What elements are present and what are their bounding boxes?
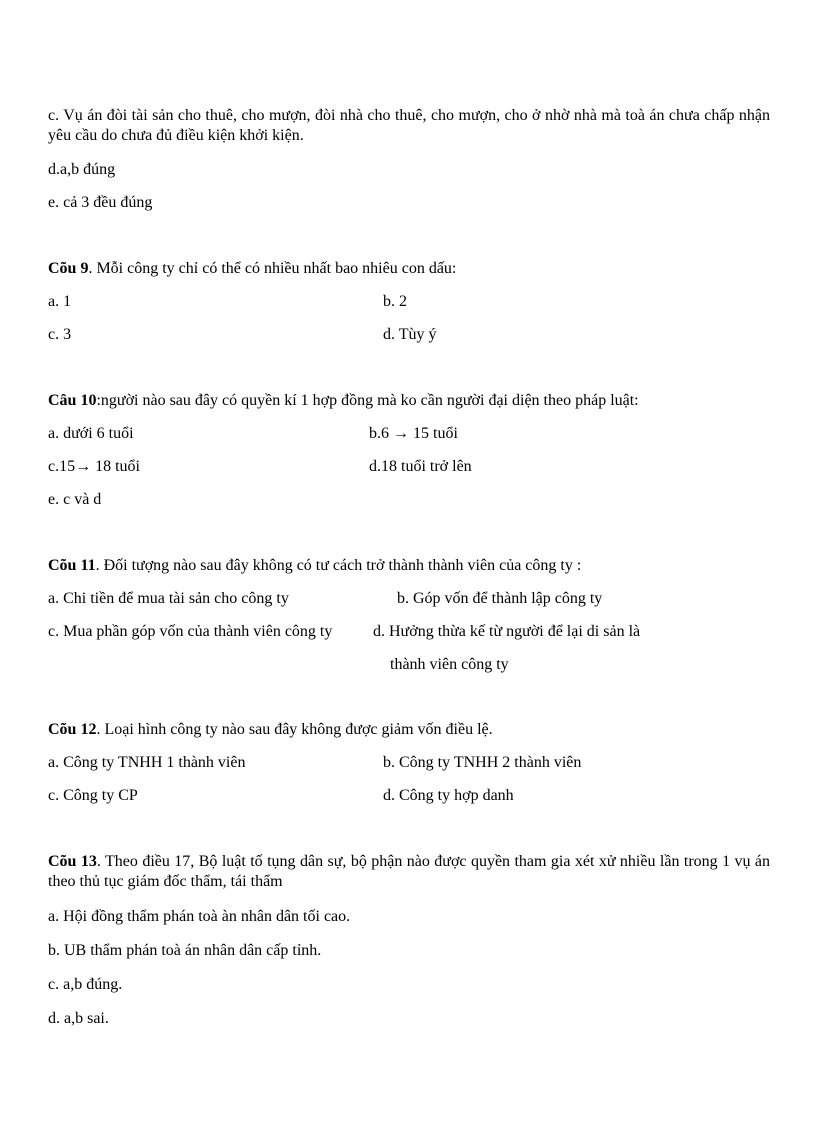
q12-text: . Loại hình công ty nào sau đây không được giảm vốn điều lệ. <box>96 721 493 738</box>
q10-label: Câu 10 <box>48 392 97 409</box>
q11-option-d-line1: d. Hưởng thừa kế từ người để lại di sản là <box>373 623 641 640</box>
q10-text: :người nào sau đây có quyền kí 1 hợp đồng mà ko cần người đại diện theo pháp luật: <box>96 392 639 409</box>
q12-question <box>48 720 493 740</box>
q9-option-b: b. 2 <box>383 293 407 310</box>
q10-option-d: d.18 tuổi trở lên <box>369 458 472 475</box>
q12-option-a: a. Công ty TNHH 1 thành viên <box>48 754 246 771</box>
q11-label: Cõu 11 <box>48 557 96 574</box>
q13-question <box>48 852 770 892</box>
q13-option-b: b. UB thẩm phán toà án nhân dân cấp tỉnh. <box>48 942 322 959</box>
q11-option-a: a. Chi tiền để mua tài sản cho công ty <box>48 590 289 607</box>
q8-option-c: c. Vụ án đòi tài sản cho thuê, cho mượn, đòi nhà cho thuê, cho mượn, cho ở nhờ nhà mà toà án chưa chấp nhận yêu cầu do chưa đủ điều kiện khởi kiện. <box>48 107 770 144</box>
q9-option-c: c. 3 <box>48 326 72 343</box>
q10-option-a: a. dưới 6 tuổi <box>48 425 134 442</box>
q12-option-b: b. Công ty TNHH 2 thành viên <box>383 754 582 771</box>
q11-question <box>48 556 581 576</box>
q9-question <box>48 259 456 279</box>
q9-label: Cõu 9 <box>48 260 89 277</box>
q11-option-c: c. Mua phần góp vốn của thành viên công ty <box>48 623 333 640</box>
q13-label: Cõu 13 <box>48 853 97 870</box>
q9-option-d: d. Tùy ý <box>383 326 437 343</box>
q13-text: . Theo điều 17, Bộ luật tố tụng dân sự, bộ phận nào được quyền tham gia xét xử nhiều lần trong 1 vụ án theo thủ tục giám đốc thẩm, tái thẩm <box>48 853 771 890</box>
q10-option-c: c.15→ 18 tuổi <box>48 458 140 475</box>
q9-text: . Mỗi công ty chỉ có thể có nhiều nhất bao nhiêu con dấu: <box>88 260 457 277</box>
q11-option-d-line2: thành viên công ty <box>390 656 509 673</box>
q10-option-b: b.6 → 15 tuổi <box>369 425 458 442</box>
q10-option-e: e. c và d <box>48 491 102 508</box>
q13-option-c: c. a,b đúng. <box>48 976 123 993</box>
q13-option-d: d. a,b sai. <box>48 1010 109 1027</box>
q11-option-b: b. Góp vốn để thành lập công ty <box>397 590 603 607</box>
q11-text: . Đối tượng nào sau đây không có tư cách trở thành thành viên của công ty : <box>95 557 582 574</box>
q12-label: Cõu 12 <box>48 721 97 738</box>
q8-option-e: e. cả 3 đều đúng <box>48 194 153 211</box>
q10-question <box>48 391 639 411</box>
q12-option-d: d. Công ty hợp danh <box>383 787 514 804</box>
q8-option-d: d.a,b đúng <box>48 161 116 178</box>
q9-option-a: a. 1 <box>48 293 72 310</box>
q12-option-c: c. Công ty CP <box>48 787 138 804</box>
q13-option-a: a. Hội đồng thẩm phán toà àn nhân dân tối cao. <box>48 908 351 925</box>
